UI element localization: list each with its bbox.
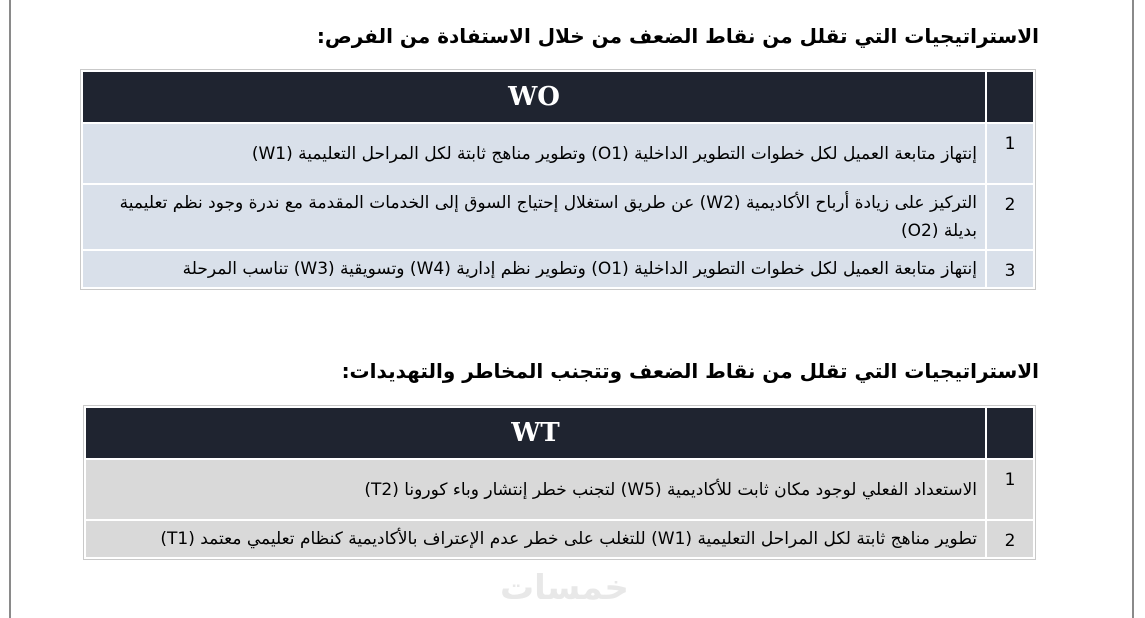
table-row — [83, 185, 1033, 249]
row-number: 1 — [987, 124, 1033, 183]
watermark-logo: خمسات — [500, 568, 629, 608]
wo-table-title: WO — [83, 72, 985, 122]
row-text: إنتهاز متابعة العميل لكل خطوات التطوير الداخلية (O1) وتطوير مناهج ثابتة لكل المراحل التعليمية (W1) — [83, 124, 985, 183]
row-number: 3 — [987, 251, 1033, 287]
wt-table-header-row — [86, 408, 1033, 458]
wo-strategy-table — [80, 69, 1036, 290]
row-number: 2 — [987, 521, 1033, 557]
wt-section-heading: الاستراتيجيات التي تقلل من نقاط الضعف وتتجنب المخاطر والتهديدات: — [341, 359, 1039, 383]
row-number: 2 — [987, 185, 1033, 249]
wo-header-number-cell — [987, 72, 1033, 122]
wt-strategy-table — [83, 405, 1036, 560]
table-row — [83, 124, 1033, 183]
wt-table-title: WT — [86, 408, 985, 458]
page-border-left — [9, 0, 11, 618]
table-row — [83, 251, 1033, 287]
wo-section-heading: الاستراتيجيات التي تقلل من نقاط الضعف من خلال الاستفادة من الفرص: — [316, 24, 1039, 48]
table-row — [86, 460, 1033, 519]
wo-table-header-row — [83, 72, 1033, 122]
row-text: إنتهاز متابعة العميل لكل خطوات التطوير الداخلية (O1) وتطوير نظم إدارية (W4) وتسويقية (W3) تناسب المرحلة — [83, 251, 985, 287]
row-text: الاستعداد الفعلي لوجود مكان ثابت للأكاديمية (W5) لتجنب خطر إنتشار وباء كورونا (T2) — [86, 460, 985, 519]
page-border-right — [1132, 0, 1134, 618]
row-text: التركيز على زيادة أرباح الأكاديمية (W2) عن طريق استغلال إحتياج السوق إلى الخدمات المقدمة مع ندرة وجود نظم تعليمية بديلة (O2) — [83, 185, 985, 249]
wt-header-number-cell — [987, 408, 1033, 458]
table-row — [86, 521, 1033, 557]
row-number: 1 — [987, 460, 1033, 519]
row-text: تطوير مناهج ثابتة لكل المراحل التعليمية (W1) للتغلب على خطر عدم الإعتراف بالأكاديمية كنظام تعليمي معتمد (T1) — [86, 521, 985, 557]
